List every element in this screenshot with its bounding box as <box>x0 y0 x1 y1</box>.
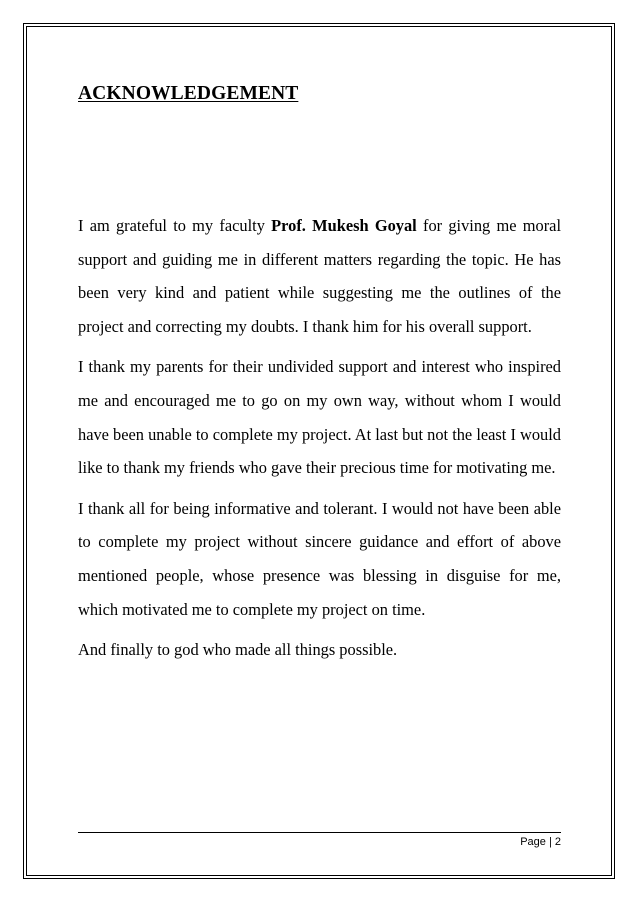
acknowledgement-body <box>78 209 561 674</box>
paragraph-faculty-intro: I am grateful to my faculty <box>78 216 272 235</box>
faculty-name: Prof. Mukesh Goyal <box>271 216 417 235</box>
page-number: Page | 2 <box>520 836 561 848</box>
paragraph-thanks-all: I thank all for being informative and tolerant. I would not have been able to complete my project without sincere guidance and effort of above mentioned people, whose presence was blessing in disguise for me, which motivated me to complete my project on time. <box>78 498 561 619</box>
paragraph-faculty <box>78 209 561 343</box>
paragraph-god: And finally to god who made all things possible. <box>78 640 398 660</box>
footer-divider <box>78 832 561 833</box>
paragraph-parents: I thank my parents for their undivided support and interest who inspired me and encouraged me to go on my own way, without whom I would have been unable to complete my project. At last but not the least I would like to thank my friends who gave their precious time for motivating me. <box>78 357 561 478</box>
page-title: ACKNOWLEDGEMENT <box>78 83 299 104</box>
paragraph-faculty-rest: for giving me moral support and guiding me in different matters regarding the topic. He has been very kind and patient while suggesting me the outlines of the project and correcting my doubts. I thank him for his overall support. <box>78 216 561 336</box>
